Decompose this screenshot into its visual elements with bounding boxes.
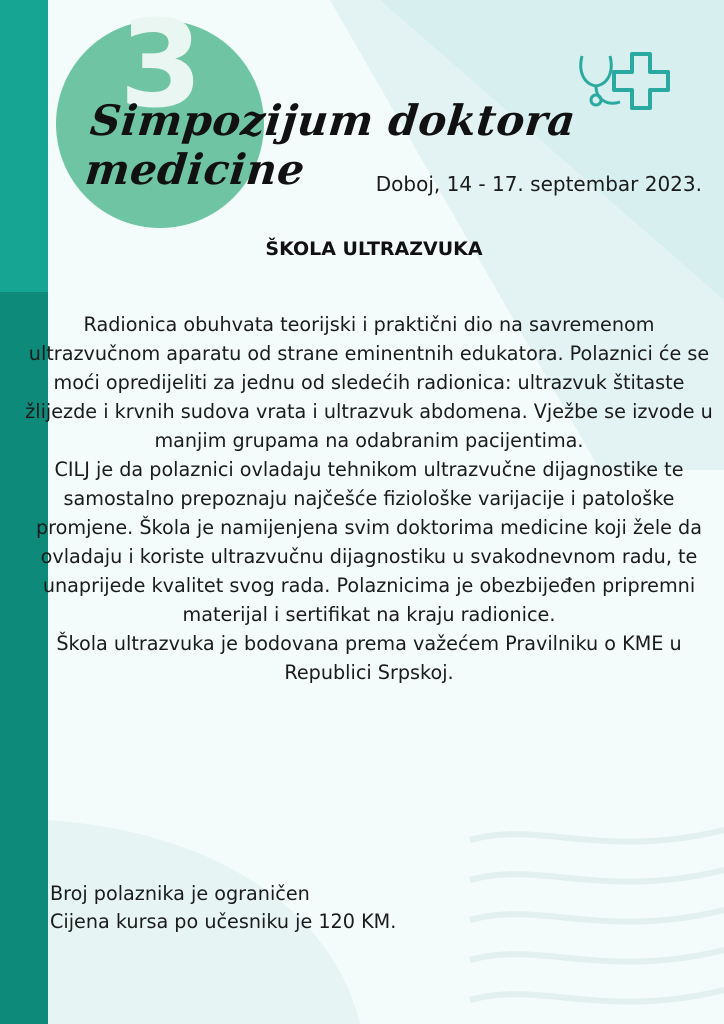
description-block — [22, 310, 716, 687]
section-heading: ŠKOLA ULTRAZVUKA — [265, 238, 483, 260]
description-paragraph: Radionica obuhvata teorijski i praktični dio na savremenom ultrazvučnom aparatu od strane eminentnih edukatora. Polaznici će se moći opredijeliti za jednu od sledećih radionica: ultrazvuk štitaste žlijezde i krvnih sudova vrata i ultrazvuk abdomena. Vježbe se izvode u manjim grupama na odabranim pacijentima. — [25, 313, 713, 452]
event-title: Simpozijum doktora medicine — [82, 96, 579, 194]
edition-number: 3 — [119, 0, 203, 135]
event-location-date: Doboj, 14 - 17. septembar 2023. — [375, 172, 702, 196]
participants-limit: Broj polaznika je ograničen — [50, 882, 310, 905]
description-paragraph: CILJ je da polaznici ovladaju tehnikom ultrazvučne dijagnostike te samostalno prepoznaju najčešće fiziološke varijacije i patološke promjene. Škola je namijenjena svim doktorima medicine koji žele da ovladaju i koriste ultrazvučnu dijagnostiku u svakodnevnom radu, te unaprijede kvalitet svog rada. Polaznicima je obezbijeđen pripremni materijal i sertifikat na kraju radionice. — [36, 458, 702, 626]
footer-info — [50, 880, 690, 936]
course-price: Cijena kursa po učesniku je 120 KM. — [50, 910, 397, 933]
description-paragraph: Škola ultrazvuka je bodovana prema važećem Pravilniku o KME u Republici Srpskoj. — [56, 632, 682, 684]
